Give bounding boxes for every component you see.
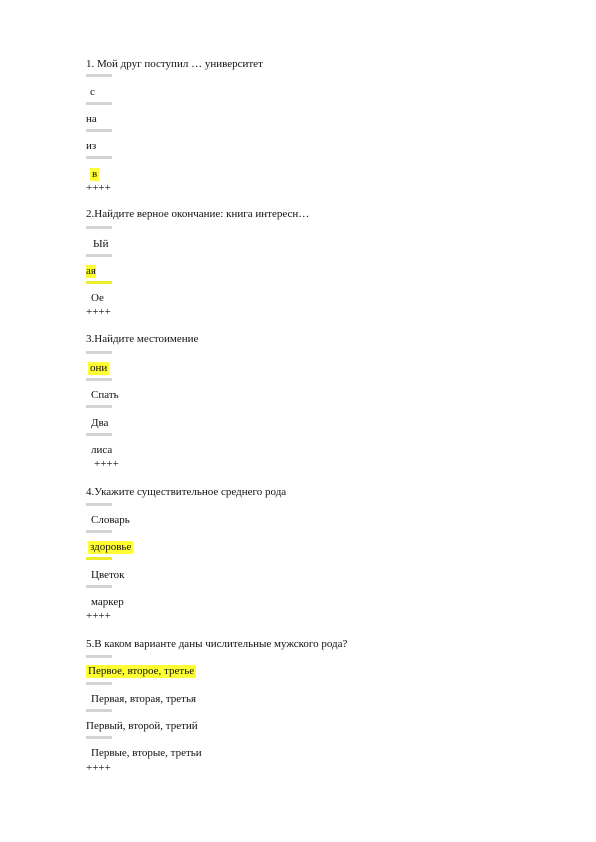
q5-option-3: Первый, второй, третий [86, 720, 198, 732]
q1-option-1: с [90, 86, 95, 98]
q3-option-4: лиса [91, 444, 113, 456]
separator [86, 433, 112, 436]
question-3-text: 3.Найдите местоимение [86, 333, 199, 345]
separator [86, 226, 112, 229]
q1-option-4-highlighted: в [92, 168, 98, 180]
separator [86, 682, 112, 685]
q1-terminator: ++++ [86, 182, 111, 194]
q4-terminator: ++++ [86, 610, 111, 622]
q5-option-1-highlighted: Первое, второе, третье [88, 665, 195, 677]
question-5-text: 5.В каком варианте даны числительные мужского рода? [86, 638, 348, 650]
separator [86, 102, 112, 105]
q3-option-1-highlighted: они [90, 362, 108, 374]
q4-option-3: Цветок [91, 569, 125, 581]
q4-option-1: Словарь [91, 514, 130, 526]
separator [86, 585, 112, 588]
question-1-text: 1. Мой друг поступил … университет [86, 58, 263, 70]
q2-terminator: ++++ [86, 306, 111, 318]
separator [86, 156, 112, 159]
separator [86, 655, 112, 658]
separator-highlighted [86, 281, 112, 284]
q5-option-4: Первые, вторые, третьи [91, 747, 202, 759]
separator [86, 74, 112, 77]
q2-option-3: Ое [91, 292, 104, 304]
q4-option-4: маркер [91, 596, 124, 608]
q1-option-3: из [86, 140, 97, 152]
question-4-text: 4.Укажите существительное среднего рода [86, 486, 287, 498]
q1-option-2: на [86, 113, 97, 125]
q3-terminator: ++++ [94, 458, 119, 470]
q3-option-2: Спать [91, 389, 119, 401]
separator [86, 129, 112, 132]
q2-option-1: Ый [93, 238, 109, 250]
separator [86, 503, 112, 506]
q4-option-2-highlighted: здоровье [90, 541, 132, 553]
separator [86, 405, 112, 408]
separator [86, 351, 112, 354]
q3-option-3: Два [91, 417, 109, 429]
separator-highlighted [86, 557, 112, 560]
separator [86, 709, 112, 712]
q5-terminator: ++++ [86, 762, 111, 774]
separator [86, 254, 112, 257]
separator [86, 530, 112, 533]
separator [86, 378, 112, 381]
question-2-text: 2.Найдите верное окончание: книга интересн… [86, 208, 310, 220]
q2-option-2-highlighted: ая [86, 265, 96, 277]
separator [86, 736, 112, 739]
q5-option-2: Первая, вторая, третья [91, 693, 197, 705]
